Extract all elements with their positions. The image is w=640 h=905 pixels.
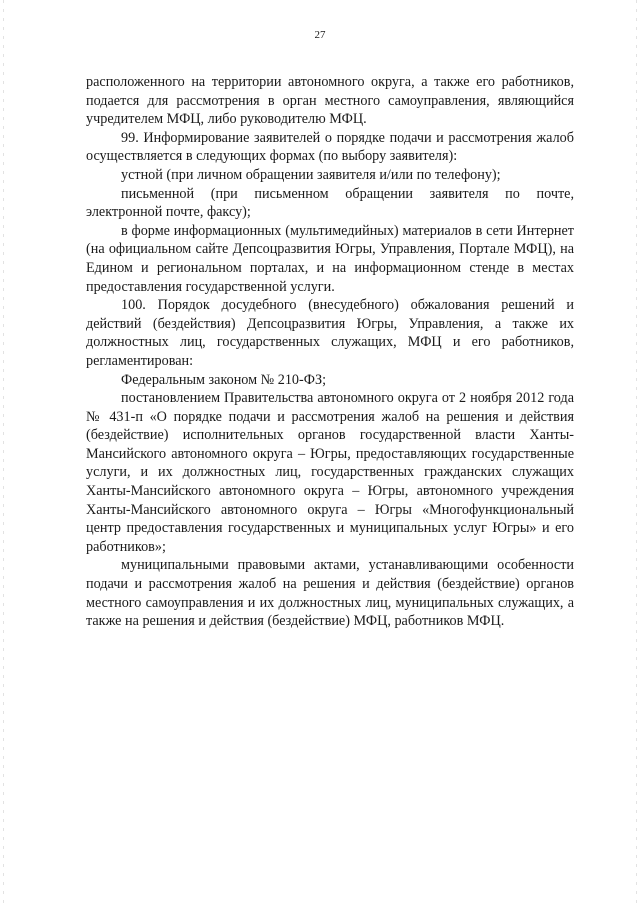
document-body [86,73,574,631]
paragraph-federal-law: Федеральным законом № 210-ФЗ; [121,371,327,388]
paragraph-municipal-acts: муниципальными правовыми актами, устанавливающими особенности подачи и рассмотрения жалоб на решения и действия (бездействие) органов местного самоуправления и их должностных лиц, муниципальных служащих, а также на решения и действия (бездействие) МФЦ, работников МФЦ. [86,557,574,630]
paragraph-internet-form: в форме информационных (мультимедийных) материалов в сети Интернет (на официальном сайте Депсоцразвития Югры, Управления, Портале МФЦ), на Едином и региональном порталах, и на информационном стенде в местах предоставления государственной услуги. [86,222,574,295]
paragraph-written-form: письменной (при письменном обращении заявителя по почте, электронной почте, факсу); [86,185,574,221]
scan-edge-right [636,0,637,905]
page-number: 27 [314,29,326,41]
scan-edge-left [3,0,4,905]
paragraph-item-99: 99. Информирование заявителей о порядке подачи и рассмотрения жалоб осуществляется в следующих формах (по выбору заявителя): [86,129,574,165]
paragraph-continuation: расположенного на территории автономного округа, а также его работников, подается для рассмотрения в орган местного самоуправления, являющийся учредителем МФЦ, либо руководителю МФЦ. [86,74,574,128]
paragraph-government-resolution: постановлением Правительства автономного округа от 2 ноября 2012 года № 431-п «О порядке подачи и рассмотрения жалоб на решения и действия (бездействие) исполнительных органов государственной власти Ханты-Мансийского автономного округа – Югры, предоставляющих государственные услуги, и их должностных лиц, государственных гражданских служащих Ханты-Мансийского автономного округа – Югры, автономного учреждения Ханты-Мансийского автономного округа – Югры «Многофункциональный центр предоставления государственных и муниципальных услуг Югры» и его работников»; [86,390,574,555]
paragraph-oral-form: устной (при личном обращении заявителя и/или по телефону); [121,166,501,183]
paragraph-item-100: 100. Порядок досудебного (внесудебного) обжалования решений и действий (бездействия) Депсоцразвития Югры, Управления, а также их должностных лиц, государственных служащих, МФЦ и его работников, регламентирован: [86,297,574,369]
